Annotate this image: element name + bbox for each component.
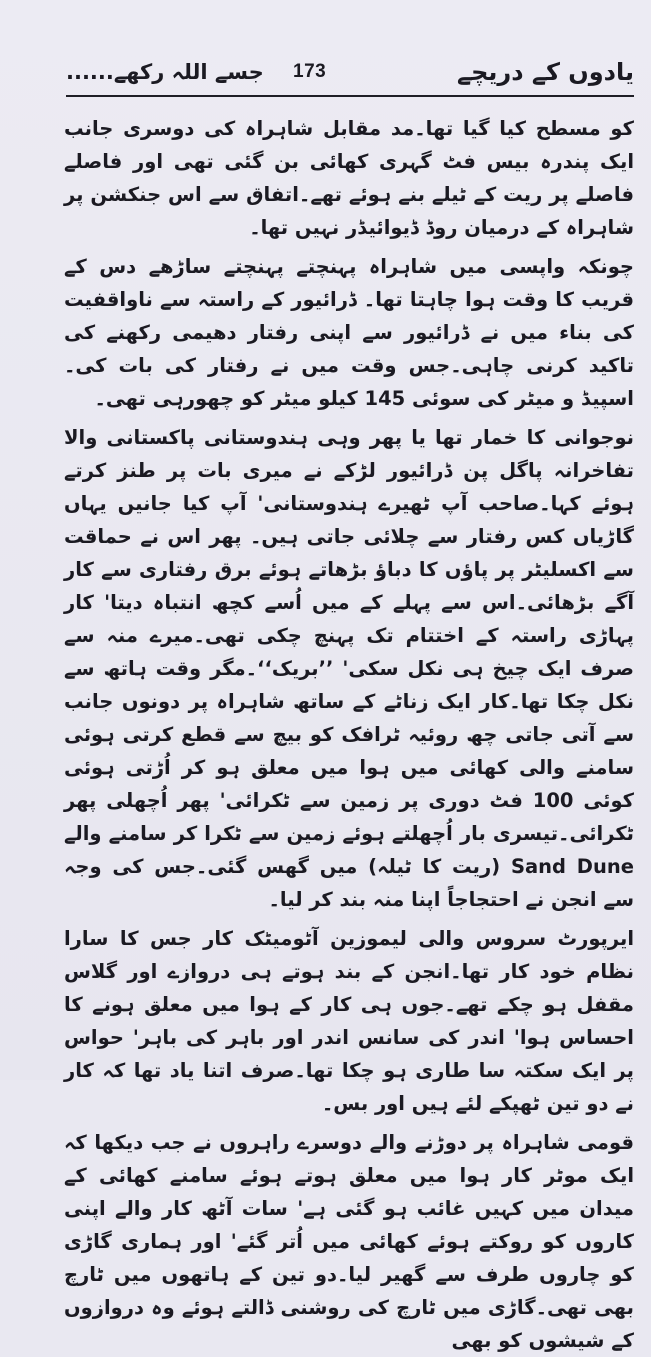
paragraph: چونکہ واپسی میں شاہراہ پہنچتے پہنچتے ساڑھے دس کے قریب کا وقت ہوا چاہتا تھا۔ ڈرائیور کے راستہ سے ناواقفیت کی بناء میں نے ڈرائیور سے اپنی رفتار دھیمی رکھنے کی تاکید کرنی چاہی۔جس وقت میں نے رفتار کی بات کی۔اسپیڈ و میٹر کی سوئی 145 کیلو میٹر کو چھورہی تھی۔ (64, 255, 634, 410)
paragraph: نوجوانی کا خمار تھا یا پھر وہی ہندوستانی پاکستانی والا تفاخرانہ پاگل پن ڈرائیور لڑکے نے میری بات پر طنز کرتے ہوئے کہا۔صاحب آپ ٹھیرے ہندوستانی' آپ کیا جانیں یہاں گاڑیاں کس رفتار سے چلائی جاتی ہیں۔ پھر اس نے حماقت سے اکسلیٹر پر پاؤں کا دباؤ بڑھاتے ہوئے برق رفتاری سے کار آگے بڑھائی۔اس سے پہلے کے میں اُسے کچھ انتباہ دیتا' کار پہاڑی راستہ کے اختتام تک پہنچ چکی تھی۔میرے منہ سے صرف ایک چیخ ہی نکل سکی' ’’بریک‘‘۔مگر وقت ہاتھ سے نکل چکا تھا۔کار ایک زناٹے کے ساتھ شاہراہ پر دونوں جانب سے آتی جاتی چھ روئیہ ٹرافک کو بیچ سے قطع کرتی ہوئی سامنے والی کھائی میں ہوا میں معلق ہو کر اُڑتی ہوئی کوئی 100 فٹ دوری پر زمین سے ٹکرائی' پھر اُچھلی پھر ٹکرائی۔تیسری بار اُچھلتے ہوئے زمین سے ٹکرا کر سامنے والے Sand Dune (ریت کا ٹیلہ) میں گھس گئی۔جس کی وجہ سے انجن نے احتجاجاً اپنا منہ بند کر لیا۔ (64, 426, 635, 911)
page-number: 173 (293, 61, 327, 82)
body-text (64, 112, 635, 1352)
paragraph: ایرپورٹ سروس والی لیموزین آٹومیٹک کار جس کا سارا نظام خود کار تھا۔انجن کے بند ہوتے ہی دروازے اور گلاس مقفل ہو چکے تھے۔جوں ہی کار کے ہوا میں معلق ہونے کا احساس ہوا' اندر کی سانس اندر اور باہر کی باہر' حواس پر ایک سکتہ سا طاری ہو چکا تھا۔صرف اتنا یاد تھا کہ کار نے دو تین ٹھپکے لئے ہیں اور بس۔ (64, 927, 634, 1115)
paragraph: قومی شاہراہ پر دوڑنے والے دوسرے راہروں نے جب دیکھا کہ ایک موٹر کار ہوا میں معلق ہوتے ہوئے سامنے کھائی کے میدان میں کہیں غائب ہو گئی ہے' سات آٹھ کار والے اپنی کاروں کو روکتے ہوئے کھائی میں اُتر گئے' اور ہماری گاڑی کو چاروں طرف سے گھیر لیا۔دو تین کے ہاتھوں میں ٹارچ بھی تھی۔گاڑی میں ٹارچ کی روشنی ڈالتے ہوئے وہ دروازوں کے شیشوں کو بھی (64, 1131, 634, 1352)
header-divider (66, 95, 634, 97)
book-title: یادوں کے دریچے (457, 58, 634, 86)
running-header (66, 60, 634, 94)
chapter-title: جسے اللہ رکھے...... (66, 60, 264, 84)
paragraph: کو مسطح کیا گیا تھا۔مد مقابل شاہراہ کی دوسری جانب ایک پندرہ بیس فٹ گہری کھائی بن گئی تھی اور فاصلے فاصلے پر ریت کے ٹیلے بنے ہوئے تھے۔اتفاق سے اس جنکشن پر شاہراہ کے درمیان روڈ ڈیوائیڈر نہیں تھا۔ (64, 117, 634, 239)
